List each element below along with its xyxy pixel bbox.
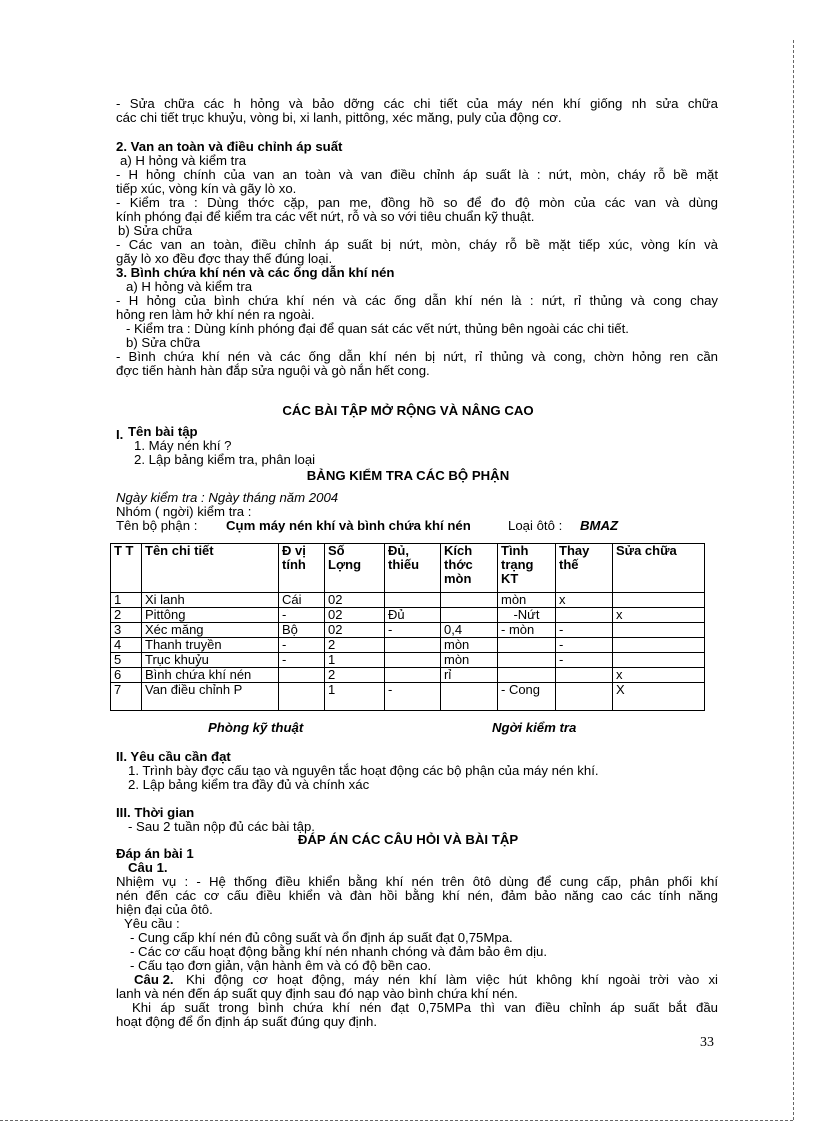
table-cell: 4 [111,638,142,653]
table-header-row [111,544,705,593]
table-row [111,683,705,711]
col-header-quantity: Số Lợng [325,544,385,593]
table-cell: mòn [441,653,498,668]
requirement-1: - Cung cấp khí nén đủ công suất và ổn định áp suất đạt 0,75Mpa. [130,930,513,945]
section-2-a-heading: a) H hỏng và kiểm tra [120,153,247,168]
table-cell: 5 [111,653,142,668]
table-row [111,638,705,653]
part-1-title: Tên bài tập [128,424,198,439]
section-3-b-heading: b) Sửa chữa [126,335,201,350]
table-cell [613,638,705,653]
signature-left: Phòng kỹ thuật [208,720,304,735]
table-cell: 7 [111,683,142,711]
table-cell: - mòn [498,623,556,638]
table-cell: Van điều chỉnh P [142,683,279,711]
col-header-tt: T T [111,544,142,593]
table-cell: 1 [325,683,385,711]
part-2-item-1: 1. Trình bày đợc cấu tạo và nguyên tắc hoạt động các bộ phận của máy nén khí. [128,763,599,778]
page-border-bottom [0,1120,793,1121]
answer-p-line-2: hoạt động để ổn định áp suất đúng quy định. [116,1014,378,1029]
part-1-item-1: 1. Máy nén khí ? [134,438,232,453]
table-cell [556,683,613,711]
table-cell: Bình chứa khí nén [142,668,279,683]
col-header-unit: Đ vị tính [279,544,325,593]
part-1-item-2: 2. Lập bảng kiểm tra, phân loại [134,452,316,467]
table-cell [613,593,705,608]
part-3-item-1: - Sau 2 tuần nộp đủ các bài tập. [128,819,315,834]
table-cell: -Nứt [498,608,556,623]
answer-q1-line-2: nén đến các cơ cấu điều khiển và đàn hồi bằng khí nén, đảm bảo năng cao các tính năng [116,888,718,903]
part-2-title: II. Yêu cầu cần đạt [116,749,231,764]
table-cell: 3 [111,623,142,638]
table-cell: - [279,638,325,653]
section-2-p1-line-1: - H hỏng chính của van an toàn và van điều chỉnh áp suất là : nứt, mòn, cháy rỗ bề mặt [116,167,718,182]
extended-title: CÁC BÀI TẬP MỞ RỘNG VÀ NÂNG CAO [282,403,534,418]
table-cell: - [556,623,613,638]
table-cell: mòn [498,593,556,608]
table-cell: - [556,638,613,653]
table-cell: 6 [111,668,142,683]
table-cell: - [279,608,325,623]
table-cell: Pittông [142,608,279,623]
table-cell: - [385,683,441,711]
table-cell [385,638,441,653]
table-cell [279,668,325,683]
table-cell: 2 [111,608,142,623]
table-cell: rỉ [441,668,498,683]
table-cell [441,608,498,623]
answers-subtitle: Đáp án bài 1 [116,846,194,861]
section-2-b-heading: b) Sửa chữa [118,223,193,238]
answer-q2-label: Câu 2. [134,972,174,987]
section-3-p3-line-1: - Bình chứa khí nén và các ống dẫn khí nén bị nứt, rỉ thủng và cong, chờn hỏng ren cần [116,349,718,364]
page-number: 33 [700,1035,714,1050]
table-cell [556,668,613,683]
table-cell: Đủ [385,608,441,623]
table-cell: x [613,608,705,623]
answer-q2-line-1: Khi động cơ hoạt động, máy nén khí làm việc hút không khí ngoài trời vào xi [186,972,718,987]
section-3-p3-line-2: đợc tiến hành hàn đắp sửa nguội và gò nắn hết cong. [116,363,430,378]
table-row [111,668,705,683]
section-2-p2-line-2: kính phóng đại để kiểm tra các vết nứt, rỗ và so với tiêu chuẩn kỹ thuật. [116,209,535,224]
table-row [111,608,705,623]
table-cell: - [556,653,613,668]
requirement-3: - Cấu tạo đơn giản, vận hành êm và có độ bền cao. [130,958,432,973]
answers-title: ĐÁP ÁN CÁC CÂU HỎI VÀ BÀI TẬP [297,832,519,847]
section-2-p1-line-2: tiếp xúc, vòng kín và gãy lò xo. [116,181,297,196]
table-cell: 1 [111,593,142,608]
col-header-sufficiency: Đủ, thiếu [385,544,441,593]
table-cell: Trục khuỷu [142,653,279,668]
table-cell [441,593,498,608]
table-cell: Xéc măng [142,623,279,638]
table-cell: 02 [325,593,385,608]
car-label: Loại ôtô : [508,518,563,533]
answer-q1-line-1: Nhiệm vụ : - Hệ thống điều khiển bằng khí nén trên ôtô dùng để cung cấp, phân phối khí [116,874,718,889]
table-cell [498,638,556,653]
part-3-title: III. Thời gian [116,805,195,820]
table-cell: Xi lanh [142,593,279,608]
col-header-condition: Tình trạng KT [498,544,556,593]
answer-p-line-1: Khi áp suất trong bình chứa khí nén đạt 0,75MPa thì van điều chỉnh áp suất bắt đầu [132,1000,718,1015]
table-cell: - Cong [498,683,556,711]
col-header-name: Tên chi tiết [142,544,279,593]
table-cell [279,683,325,711]
answer-q1-label: Câu 1. [128,860,168,875]
table-cell: x [613,668,705,683]
table-cell: mòn [441,638,498,653]
table-cell [385,593,441,608]
table-cell: 02 [325,623,385,638]
answer-q2-line-2: lanh và nén đến áp suất quy định sau đó nạp vào bình chứa khí nén. [116,986,518,1001]
check-group: Nhóm ( ngời) kiểm tra : [116,504,252,519]
part-1-number: I. [116,427,124,442]
table-cell: Bộ [279,623,325,638]
table-row [111,653,705,668]
table-cell: 2 [325,638,385,653]
section-2-p3-line-2: gãy lò xo đều đợc thay thế đúng loại. [116,251,333,266]
section-2-p2-line-1: - Kiểm tra : Dùng thớc cặp, pan me, đồng hồ so để đo độ mòn của các van và dùng [116,195,718,210]
table-cell [385,653,441,668]
table-row [111,593,705,608]
section-3-p1-line-2: hỏng ren làm hở khí nén ra ngoài. [116,307,315,322]
table-cell: 0,4 [441,623,498,638]
table-cell [613,653,705,668]
table-cell: Cái [279,593,325,608]
col-header-replace: Thay thế [556,544,613,593]
answer-q1-line-3: hiện đại của ôtô. [116,902,213,917]
table-cell [385,668,441,683]
table-cell: Thanh truyền [142,638,279,653]
table-cell: 2 [325,668,385,683]
check-table-title: BẢNG KIỂM TRA CÁC BỘ PHẬN [306,468,510,483]
car-value: BMAZ [580,518,619,533]
check-date: Ngày kiểm tra : Ngày tháng năm 2004 [116,490,339,505]
intro-line-1: - Sửa chữa các h hỏng và bảo dỡng các chi tiết của máy nén khí giống nh sửa chữa [116,96,718,111]
table-cell: 1 [325,653,385,668]
requirements-heading: Yêu cầu : [124,916,180,931]
table-cell [613,623,705,638]
table-cell: - [385,623,441,638]
section-2-p3-line-1: - Các van an toàn, điều chỉnh áp suất bị nứt, mòn, cháy rỗ bề mặt tiếp xúc, vòng kín và [116,237,718,252]
table-cell: - [279,653,325,668]
part-value: Cụm máy nén khí và bình chứa khí nén [226,518,471,533]
col-header-wear-size: Kích thớc mòn [441,544,498,593]
table-cell [441,683,498,711]
page-border-right [793,40,794,1120]
section-3-a-heading: a) H hỏng và kiểm tra [126,279,253,294]
section-3-title: 3. Bình chứa khí nén và các ống dẫn khí nén [116,265,395,280]
section-2-title: 2. Van an toàn và điều chỉnh áp suất [116,139,343,154]
part-label: Tên bộ phận : [116,518,198,533]
table-cell [498,653,556,668]
part-2-item-2: 2. Lập bảng kiểm tra đầy đủ và chính xác [128,777,370,792]
table-row [111,623,705,638]
table-cell [556,608,613,623]
requirement-2: - Các cơ cấu hoạt động bằng khí nén nhanh chóng và đảm bảo êm dịu. [130,944,548,959]
table-cell [498,668,556,683]
intro-line-2: các chi tiết trục khuỷu, vòng bi, xi lanh, pittông, xéc măng, puly của động cơ. [116,110,562,125]
section-3-p2: - Kiểm tra : Dùng kính phóng đại để quan sát các vết nứt, thủng bên ngoài các chi tiết. [126,321,629,336]
check-table [110,543,705,711]
section-3-p1-line-1: - H hỏng của bình chứa khí nén và các ống dẫn khí nén là : nứt, rỉ thủng và cong chay [116,293,718,308]
signature-right: Ngời kiểm tra [492,720,577,735]
table-cell: 02 [325,608,385,623]
col-header-repair: Sửa chữa [613,544,705,593]
table-cell: x [556,593,613,608]
table-cell: X [613,683,705,711]
